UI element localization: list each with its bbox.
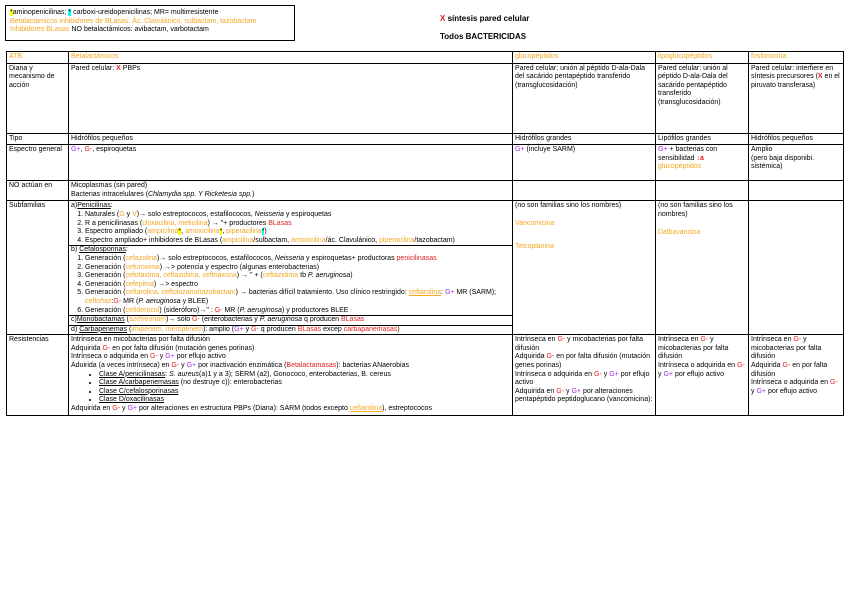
down-arrow-icon: ↓a xyxy=(696,154,704,162)
res-f2 xyxy=(751,362,841,379)
res-g2 xyxy=(515,353,653,370)
res-b5b: por alteraciones en estructura PBPs (Diana): SARM (todos excepto xyxy=(138,405,348,413)
cef5-gn: G- xyxy=(113,297,122,305)
res-b1: Intrínseca en micobacterias por falta difusión xyxy=(71,336,210,344)
legend-line-2: Betalactamicos inhibidores de BLasas: Ác. Clavulánico, sulbactam, tazobactam xyxy=(10,17,257,25)
cef1-i: Neisseria xyxy=(274,254,305,262)
pen3-star2: * xyxy=(219,228,223,236)
pen3-o2: amoxicilina xyxy=(185,228,220,236)
diana-beta-pbps: PBPs xyxy=(122,64,141,72)
cef5-o: ceftarolina, ceftolozano/tazobactam xyxy=(125,289,236,297)
pen2-b: ) → "+ productores xyxy=(207,219,267,227)
carba-gn: G- xyxy=(251,325,259,333)
res-class-a xyxy=(99,371,510,380)
carba-a: ( xyxy=(129,325,132,333)
pen-item-1 xyxy=(85,211,510,220)
title-x: X xyxy=(440,14,446,23)
res-c3u: Clase C/cefalosporinasas xyxy=(99,387,179,395)
cef3-i: P. aeruginosa xyxy=(307,272,351,280)
noactuan-line2b: ) xyxy=(252,190,255,198)
cef5-o3: cefto/taz xyxy=(85,297,112,305)
espectro-lipo-gluco: glucopéptidos xyxy=(658,163,702,171)
res-g3a: Intrínseca o adquirida en xyxy=(515,370,593,378)
espectro-lipo xyxy=(656,145,749,181)
diana-fosfo xyxy=(749,63,844,133)
cef5-c: : xyxy=(441,289,443,297)
cef4-b: ) →> espectro xyxy=(153,280,199,288)
res-l2gp: G+ xyxy=(663,370,673,378)
yellow-swatch: * xyxy=(10,9,13,16)
pen1-v: V xyxy=(132,210,137,218)
pen4-o2: amoxicilina xyxy=(291,236,326,244)
subfamilias-gluco xyxy=(513,201,656,335)
pen1-c: y espiroquetas xyxy=(285,210,332,218)
pen1-a: Naturales ( xyxy=(85,210,120,218)
res-b4y: y xyxy=(181,362,185,370)
tipo-gluco: Hidrófilos grandes xyxy=(513,133,656,145)
tipo-fosfo: Hidrófilos pequeños xyxy=(749,133,844,145)
tipo-beta: Hidrófilos pequeños xyxy=(69,133,513,145)
cefalosporinas-block xyxy=(69,245,512,315)
legend-box xyxy=(5,5,295,41)
res-g1 xyxy=(515,336,653,353)
cef-item-3 xyxy=(85,272,510,281)
subfamilias-lipo xyxy=(656,201,749,335)
cef6-i: P. aeruginosa xyxy=(239,306,282,314)
res-g3b: por eflujo activo xyxy=(515,370,650,387)
pen3-o3: piperacilina xyxy=(226,228,262,236)
resistencias-lipo xyxy=(656,335,749,415)
res-g4a: Adquirida en xyxy=(515,387,555,395)
res-g4 xyxy=(515,388,653,405)
noactuan-lipo xyxy=(656,181,749,201)
res-b3 xyxy=(71,353,510,362)
cef3-o2: ceftazidima xyxy=(262,272,299,280)
res-l2b: por eflujo activo xyxy=(674,370,724,378)
header-atb: ATB xyxy=(7,52,69,64)
res-f2a: Adquirida xyxy=(751,362,781,370)
res-b4b: por inactivación enzimática ( xyxy=(198,362,287,370)
pen1-b: )→ solo estreptococos, estafilococos, xyxy=(136,210,253,218)
res-l1b: y micobacterias por falta difusión xyxy=(658,336,729,361)
res-f3a: Intrínseca o adquirida en xyxy=(751,379,829,387)
subfamilias-fosfo xyxy=(749,201,844,335)
carba-y: y xyxy=(245,325,250,333)
res-g3gp: G+ xyxy=(609,370,619,378)
pen-name: Penicilinas xyxy=(77,202,111,210)
res-f3y: y xyxy=(751,387,755,395)
legend-no-beta: NO betalactámicos: avibactam, varbotactam xyxy=(71,26,209,33)
cef6-c: MR ( xyxy=(224,306,240,314)
row-tipo xyxy=(7,133,844,145)
pen3-a: Espectro ampliado ( xyxy=(85,228,148,236)
pen4-o1: ampicilina xyxy=(222,236,254,244)
pen4-a: Espectro ampliado+ inhibidores de BLasas ( xyxy=(85,236,223,244)
teicoplanina: Teicoplanina xyxy=(515,242,554,250)
label-noactuan: NO actúan en xyxy=(7,181,69,201)
noactuan-line2a: Bacterias intracelulares ( xyxy=(71,190,149,198)
cef5-e: : xyxy=(111,297,114,305)
res-g4gp: G+ xyxy=(571,387,581,395)
res-c1i: S. aureus xyxy=(169,370,200,378)
cef1-o: cefazolina xyxy=(125,254,157,262)
cef1-a: Generación ( xyxy=(85,254,126,262)
cef1-b: )→ solo estreptococos, estafilococos, xyxy=(157,254,273,262)
cef5-f: MR ( xyxy=(123,297,139,305)
pen3-star1: * xyxy=(178,228,182,236)
res-f1 xyxy=(751,336,841,362)
carba-e: ) xyxy=(397,325,400,333)
res-f1a: Intrínseca en xyxy=(751,336,792,344)
carba-name: Carbapenemas xyxy=(79,325,128,333)
diana-beta-text: Pared celular: xyxy=(71,64,115,72)
res-f1gn: G- xyxy=(793,336,802,344)
cef5-o2: ceftarolina xyxy=(408,289,442,297)
pen-letter: a) xyxy=(71,202,78,210)
monobactamas-block xyxy=(69,315,512,325)
res-l1gn: G- xyxy=(700,336,709,344)
espectro-lipo-gp: G+ xyxy=(658,146,668,154)
diana-lipo: Pared celular: unión al péptido D-ala-Dala del sacárido pentapéptido transferido (transglucosidación) xyxy=(656,63,749,133)
res-b5gn: G- xyxy=(112,405,121,413)
noactuan-beta xyxy=(69,181,513,201)
cef6-a: Generación ( xyxy=(85,306,126,314)
legend-aminopenicilinas: aminopenicilinas; xyxy=(12,9,67,16)
diana-fosfo-x: X xyxy=(817,73,823,81)
cef2-a: Generación ( xyxy=(85,263,126,271)
espectro-lipo-rest: + bacterias con sensibilidad xyxy=(658,146,718,162)
noactuan-line1: Micoplasmas (sin pared) xyxy=(71,182,148,190)
cef5-gp: G+ xyxy=(444,289,455,297)
res-c1c: (a)1 y a 3); SERM (a2), Gonococo, enterobacterias, B. cereus xyxy=(199,370,391,378)
cef3-d: ) xyxy=(350,272,353,280)
espectro-beta-rest: , espiroquetas xyxy=(92,146,137,154)
res-class-d xyxy=(99,396,510,405)
res-c4u: Clase D/oxacilinasas xyxy=(99,396,164,404)
res-f3gn: G- xyxy=(830,379,838,387)
mono-r: BLasas xyxy=(341,316,365,324)
subfamilias-beta xyxy=(69,201,513,335)
res-g1a: Intrínseca en xyxy=(515,336,556,344)
row-espectro xyxy=(7,145,844,181)
res-l2a: Intrínseca o adquirida en xyxy=(658,362,736,370)
header-betalactamicos: Betalactámicos xyxy=(69,52,513,64)
carba-c: q producen xyxy=(260,325,296,333)
res-l1a: Intrínseca en xyxy=(658,336,699,344)
res-f3gp: G+ xyxy=(756,387,766,395)
row-subfamilias xyxy=(7,201,844,335)
carba-o: imipenem, meropenem xyxy=(131,325,203,333)
cef5-g: y BLEE) xyxy=(182,297,209,305)
res-l1 xyxy=(658,336,746,362)
pen1-g: G xyxy=(119,210,125,218)
cef2-o: cefuroxima xyxy=(125,263,160,271)
cef6-d: ) y productores BLEE xyxy=(281,306,349,314)
pen1-i: Neisseria xyxy=(254,210,284,218)
diana-gluco: Pared celular: unión al péptido D-ala-Dala del sacárido pentapéptido transferido (transglucosidación) xyxy=(513,63,656,133)
title-synthesis: síntesis pared celular xyxy=(447,14,530,23)
pen2-o: cloxacilina, meticilina xyxy=(142,219,208,227)
mono-letter: c) xyxy=(71,316,77,324)
cef-title: b) Cefalosporinas: xyxy=(71,246,128,254)
header-fosfomicina: fosfomicina xyxy=(749,52,844,64)
res-g2a: Adquirida xyxy=(515,353,545,361)
pen4-o3: piperacilina xyxy=(378,236,415,244)
res-g1gn: G- xyxy=(557,336,566,344)
lipo-note: (no son familias sino los nombres) xyxy=(658,202,733,218)
vancomicina: Vancomicina xyxy=(515,219,555,227)
pen4-c: /ác. Clavulánico, xyxy=(325,236,378,244)
carba-d: excep xyxy=(323,325,342,333)
res-g3gn: G- xyxy=(594,370,602,378)
res-c1b: : xyxy=(165,370,168,378)
cef1-r: penicilinasas xyxy=(396,254,437,262)
cef5-d: MR (SARM); xyxy=(456,289,497,297)
cef6-b: ) (sideróforo)→" : xyxy=(159,306,213,314)
res-b4c: ): bacterias ANaerobias xyxy=(336,362,409,370)
carbapenemas-block xyxy=(69,325,512,335)
res-g4y: y xyxy=(566,387,570,395)
res-b4a: Aduirida (a veces intrínseca) en xyxy=(71,362,170,370)
label-tipo: Tipo xyxy=(7,133,69,145)
cef1-c: y espiroquetas+ productoras xyxy=(306,254,395,262)
cef5-b: ) → bacterias difícil tratamiento. Uso clínico restringido: xyxy=(235,289,407,297)
legend-inhibidores: Inhibidores BLasas xyxy=(10,26,70,33)
mono-c: (enterobacterias y xyxy=(201,316,258,324)
diana-beta-x: X xyxy=(116,64,121,72)
penicilinas-title: a)Penicilinas: xyxy=(71,202,113,210)
res-g2b: en por falta difusión (mutación genes porinas) xyxy=(515,353,651,370)
label-resistencias: Resistencias xyxy=(7,335,69,415)
noactuan-line2 xyxy=(71,191,510,200)
res-b3a: Intrínseca o adquirida en xyxy=(71,353,149,361)
res-l2y: y xyxy=(658,370,662,378)
pen3-star3: * xyxy=(261,228,265,236)
res-b3b: por eflujo activo xyxy=(176,353,226,361)
carba-o2: carbapanemasas xyxy=(343,325,398,333)
cef4-o: cefepima xyxy=(125,280,154,288)
res-l2gn: G- xyxy=(737,362,745,370)
pen4-d: /tazobactam) xyxy=(414,236,455,244)
res-b2a: Adquirida xyxy=(71,344,101,352)
carba-letter: d) xyxy=(71,325,78,333)
pen-item-4 xyxy=(85,237,510,246)
cyan-swatch: * xyxy=(68,9,72,16)
cef3-b: ) → " + ( xyxy=(236,272,263,280)
res-b5o: ceftarolina xyxy=(349,405,383,413)
dalbavancina: Dalbavancina xyxy=(658,228,701,236)
diana-fosfo-b: en el piruvato transferasa) xyxy=(751,73,840,89)
res-classes xyxy=(71,371,510,405)
cef5-a: Generación ( xyxy=(85,289,126,297)
res-g4gn: G- xyxy=(556,387,565,395)
res-b4gp: G+ xyxy=(186,362,197,370)
res-b4 xyxy=(71,362,510,371)
page-title-1 xyxy=(440,14,529,23)
espectro-beta-gn: G- xyxy=(84,146,93,154)
pen2-r: BLasas xyxy=(268,219,292,227)
espectro-fosfo-note: (pero baja disponibi. sistémica) xyxy=(751,154,815,171)
mono-d: q producen xyxy=(304,316,340,324)
res-class-a-carba xyxy=(99,379,510,388)
res-g2gn: G- xyxy=(546,353,555,361)
res-b2 xyxy=(71,345,510,354)
res-b4gn: G- xyxy=(171,362,180,370)
cef2-b: ) →> potencia y espectro (algunas enterobacterias) xyxy=(159,263,320,271)
noactuan-fosfo xyxy=(749,181,844,201)
res-b5gp: G+ xyxy=(127,405,137,413)
row-resistencias xyxy=(7,335,844,415)
pen4-b: /sulbactam, xyxy=(253,236,290,244)
res-b5y: y xyxy=(122,405,126,413)
espectro-fosfo xyxy=(749,145,844,181)
mono-name: Monobactamas xyxy=(76,316,125,324)
cef3-a: Generación ( xyxy=(85,272,126,280)
resistencias-gluco xyxy=(513,335,656,415)
cef6-gn: G- xyxy=(214,306,223,314)
label-diana: Diana y mecanismo de acción xyxy=(7,63,69,133)
row-diana xyxy=(7,63,844,133)
label-espectro: Espectro general xyxy=(7,145,69,181)
res-f3 xyxy=(751,379,841,396)
cef3-c: tb xyxy=(300,272,306,280)
cef-item-2 xyxy=(85,264,510,273)
row-noactuan xyxy=(7,181,844,201)
cef-item-5 xyxy=(85,289,510,306)
cef3-o: cefotaxima, ceftazidima, ceftriaxona xyxy=(125,272,237,280)
cef5-i: P. aeruginosa xyxy=(138,297,181,305)
diana-fosfo-a: Pared celular: interfiere en síntesis precursores ( xyxy=(751,64,834,81)
pen1-y: y xyxy=(126,210,131,218)
espectro-beta-gp: G+ xyxy=(71,146,81,154)
pen-item-2 xyxy=(85,220,510,229)
resistencias-fosfo xyxy=(749,335,844,415)
pen3-o1: ampicilina xyxy=(147,228,179,236)
mono-gn: G- xyxy=(192,316,200,324)
cef-item-4 xyxy=(85,281,510,290)
res-c2b: (no destruye c)): enterobacterias xyxy=(180,379,282,387)
noactuan-gluco xyxy=(513,181,656,201)
noactuan-line2i: Chlamydia spp. Y Ricketesia spp. xyxy=(148,190,253,198)
res-b3y: y xyxy=(159,353,164,361)
cef-item-6 xyxy=(85,307,510,316)
res-b2gn: G- xyxy=(102,344,111,352)
cef-item-1 xyxy=(85,255,510,264)
tipo-lipo: Lipófilos grandes xyxy=(656,133,749,145)
res-class-c xyxy=(99,388,510,397)
res-c1u: Clase A/penicilinasas xyxy=(99,370,166,378)
res-f2b: en por falta difusión xyxy=(751,362,828,378)
carba-gp: G+ xyxy=(234,325,244,333)
mono-i: P. aeruginosa xyxy=(259,316,303,324)
res-g3y: y xyxy=(603,370,608,378)
resistencias-beta xyxy=(69,335,513,415)
cef-letter: b) xyxy=(71,246,78,254)
pen-item-3: 3. Espectro ampliado (ampicilina*, amoxicilina*, piperacilina*) xyxy=(85,228,510,237)
res-b4r: Betalactamasas xyxy=(286,362,337,370)
pen2-a: R a penicilinasas ( xyxy=(85,219,143,227)
espectro-gluco-gp: G+ xyxy=(515,146,525,154)
res-g3 xyxy=(515,371,653,388)
legend-line-1 xyxy=(10,9,290,18)
header-row xyxy=(7,52,844,64)
cef-list xyxy=(71,255,510,315)
mono-o: azetreonam xyxy=(129,316,166,324)
res-f2gn: G- xyxy=(782,362,791,370)
legend-line-3 xyxy=(10,26,290,35)
mono-a: ( xyxy=(126,316,129,324)
penicilinas-list xyxy=(71,211,510,245)
res-b3gn: G- xyxy=(150,353,158,361)
res-g1b: y micobacterias por falta difusión xyxy=(515,336,644,352)
label-subfamilias: Subfamilias xyxy=(7,201,69,335)
page-title-2: Todos BACTERICIDAS xyxy=(440,32,527,41)
res-b5a: Adquirida en xyxy=(71,405,111,413)
header-lipoglucopeptidos: lipoglucopéptidos xyxy=(656,52,749,64)
gluco-note: (no son familias sino los nombres) xyxy=(515,202,622,210)
cef4-a: Generación ( xyxy=(85,280,126,288)
cef-name: Cefalosporinas xyxy=(79,246,126,254)
res-b5c: ), estreptococos xyxy=(382,405,432,413)
header-glucopeptidos: glucopéptidos xyxy=(513,52,656,64)
carba-b: ): amplio ( xyxy=(202,325,235,333)
res-g4b: por alteraciones pentapéptido peptidoglucano (vancomicina): xyxy=(515,387,653,404)
res-f3b: por eflujo activo xyxy=(767,387,817,395)
cef6-o: cefiderocol xyxy=(125,306,160,314)
mono-b: )→ solo xyxy=(165,316,191,324)
espectro-fosfo-amplio: Amplio xyxy=(751,146,773,154)
espectro-gluco xyxy=(513,145,656,181)
res-c2u: Clase A/carbapenemasas xyxy=(99,379,179,387)
diana-beta xyxy=(69,63,513,133)
espectro-beta: G+, G-, espiroquetas xyxy=(69,145,513,181)
espectro-gluco-rest: (incluye SARM) xyxy=(526,146,576,154)
res-f1b: y micobacterias por falta difusión xyxy=(751,336,822,361)
antibiotics-table xyxy=(6,51,844,416)
pen3-b: ) xyxy=(264,228,267,236)
res-b5 xyxy=(71,405,510,414)
res-l2 xyxy=(658,362,746,379)
carba-r: BLasas xyxy=(297,325,322,333)
res-b2b: en por falta difusión (mutación genes porinas) xyxy=(112,344,255,352)
legend-carboxi: carboxi-ureidopenicilinas; MR= multirresistente xyxy=(73,9,219,16)
res-b3gp: G+ xyxy=(165,353,175,361)
